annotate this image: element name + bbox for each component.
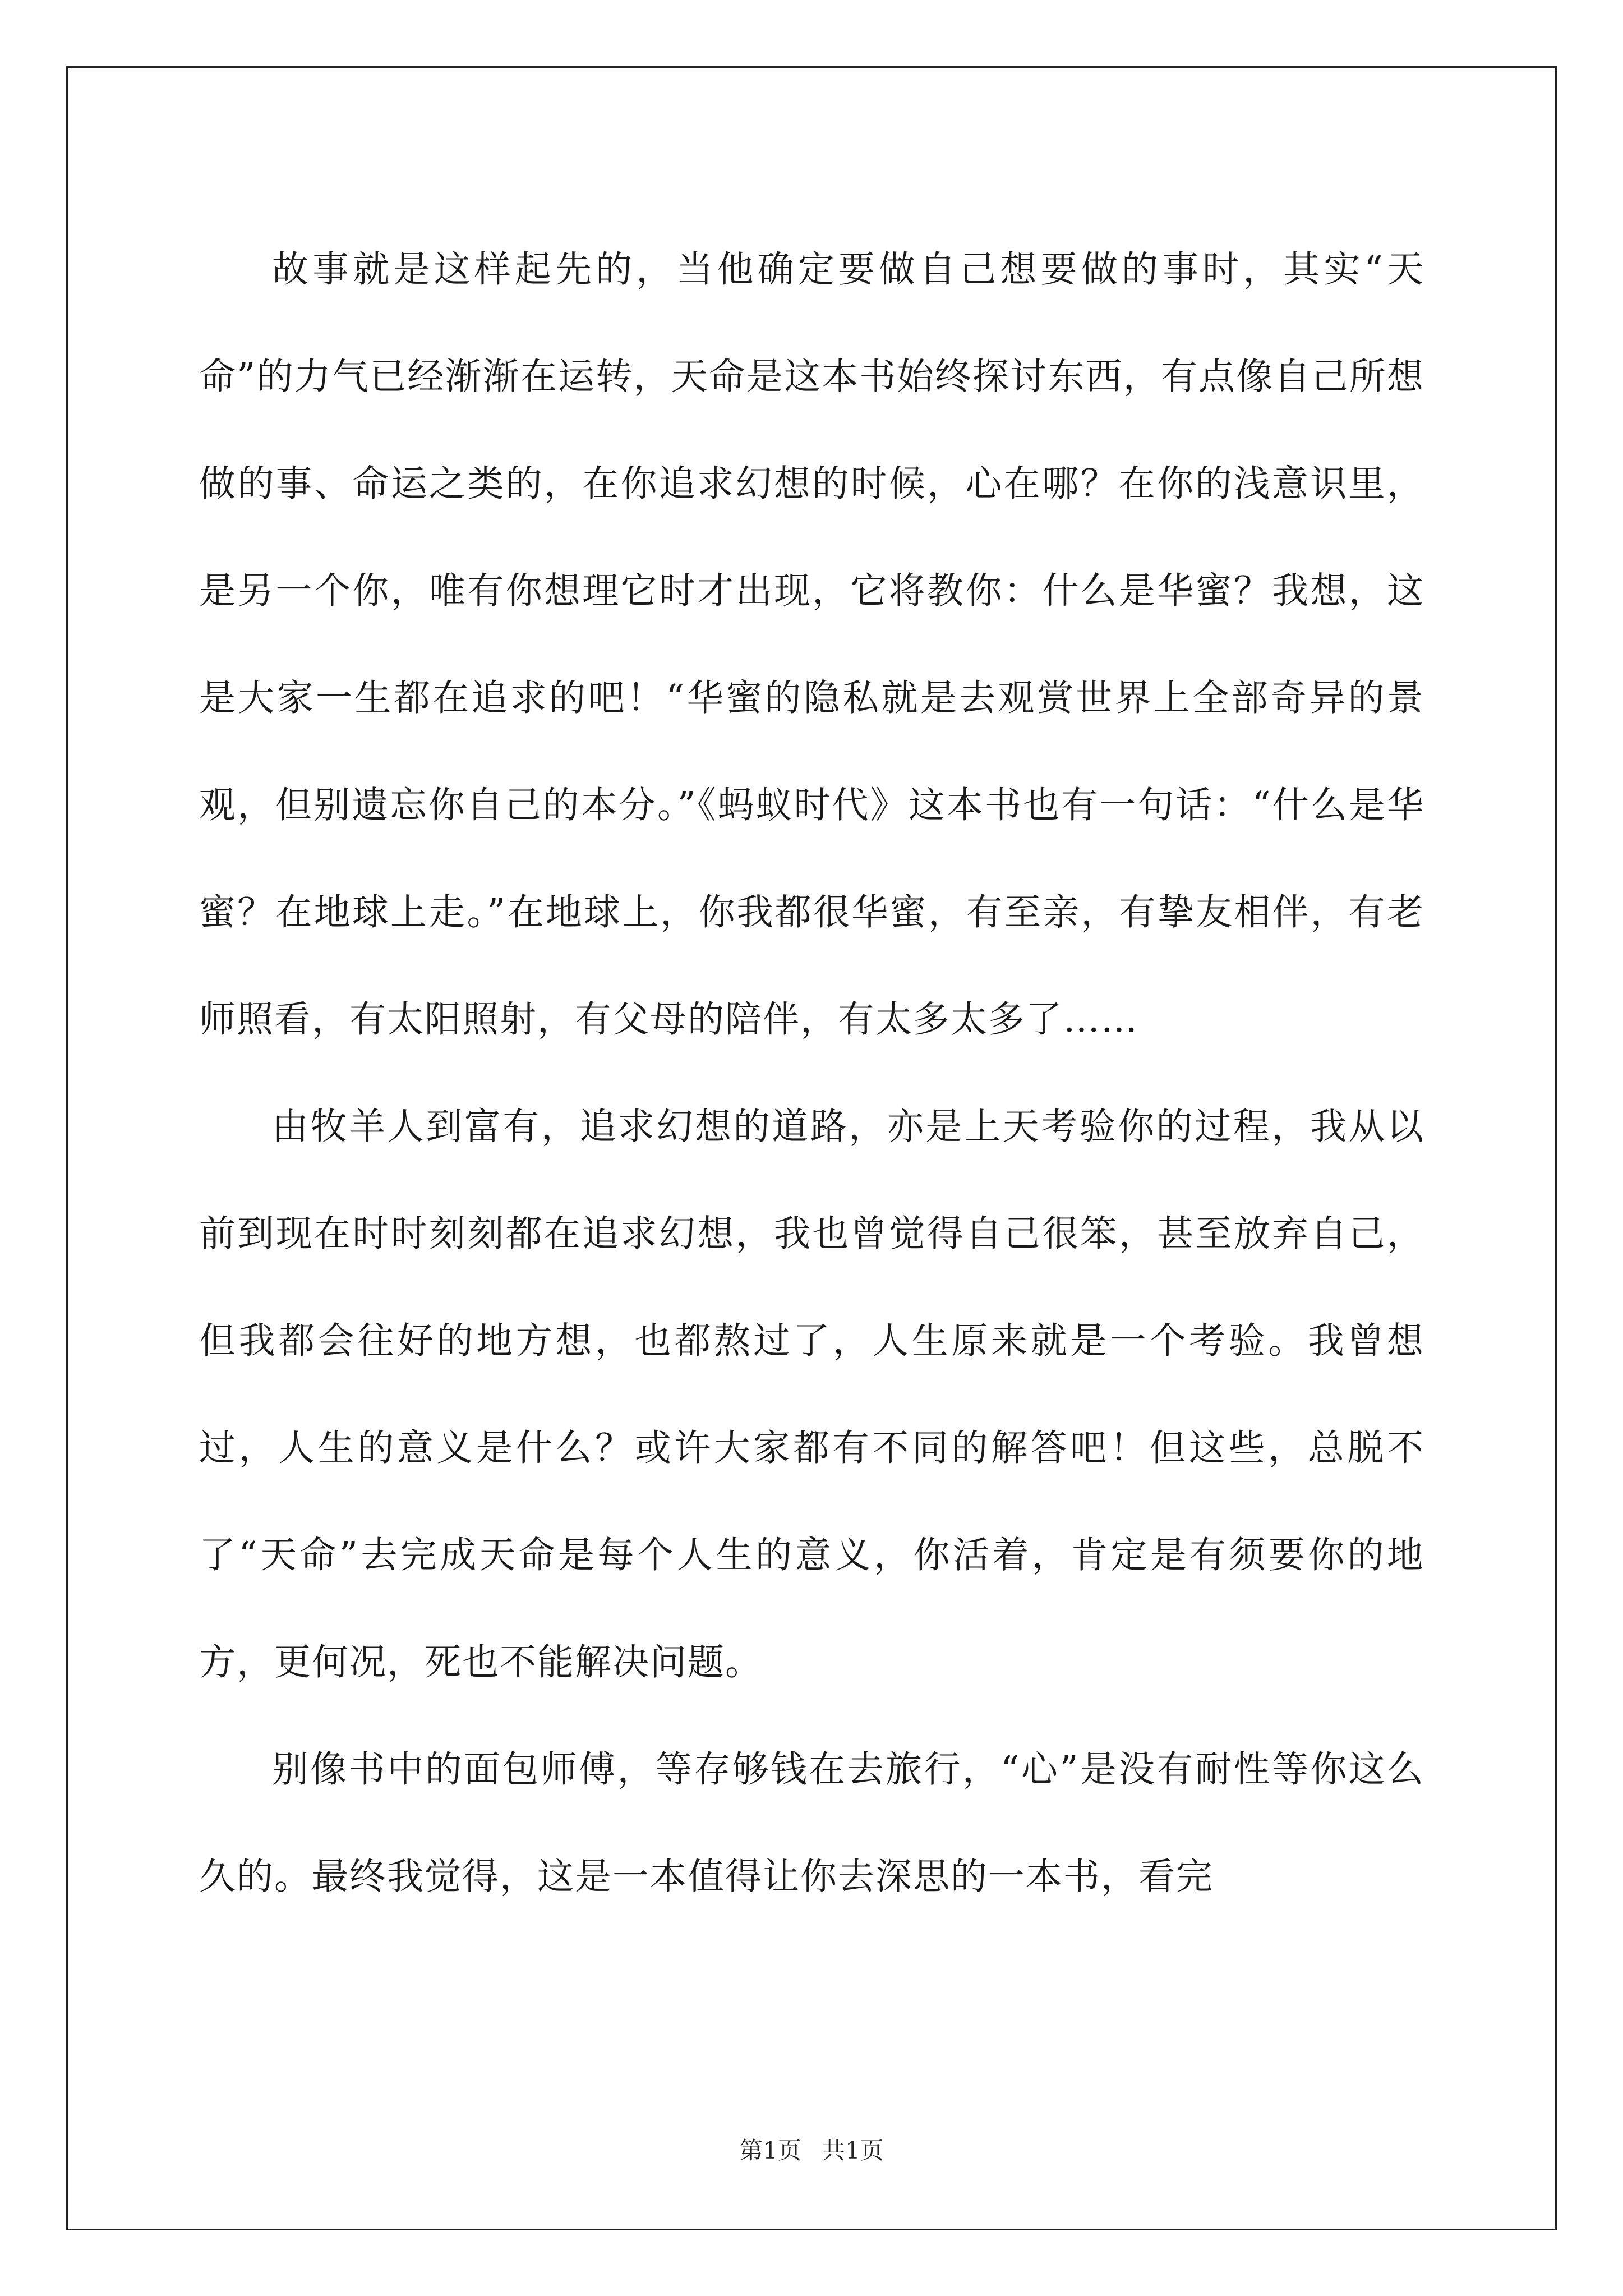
document-body <box>199 216 1424 1930</box>
page-footer <box>0 2134 1623 2168</box>
paragraph-2: 由牧羊人到富有，追求幻想的道路，亦是上天考验你的过程，我从以前到现在时时刻刻都在追求幻想，我也曾觉得自己很笨，甚至放弃自己，但我都会往好的地方想，也都熬过了，人生原来就是一个考验。我曾想过，人生的意义是什么？或许大家都有不同的解答吧！但这些，总脱不了“天命”去完成天命是每个人生的意义，你活着，肯定是有须要你的地方，更何况，死也不能解决问题。 <box>199 1106 1424 1683</box>
page-total: 共1页 <box>822 2137 884 2164</box>
page-number: 第1页 <box>739 2137 801 2164</box>
paragraph-1: 故事就是这样起先的，当他确定要做自己想要做的事时，其实“天命”的力气已经渐渐在运转，天命是这本书始终探讨东西，有点像自己所想做的事、命运之类的，在你追求幻想的时候，心在哪？在你的浅意识里，是另一个你，唯有你想理它时才出现，它将教你：什么是华蜜？我想，这是大家一生都在追求的吧！“华蜜的隐私就是去观赏世界上全部奇异的景观，但别遗忘你自己的本分。”《蚂蚁时代》这本书也有一句话：“什么是华蜜？在地球上走。”在地球上，你我都很华蜜，有至亲，有挚友相伴，有老师照看，有太阳照射，有父母的陪伴，有太多太多了…… <box>199 249 1424 1041</box>
paragraph-3: 别像书中的面包师傅，等存够钱在去旅行，“心”是没有耐性等你这么久的。最终我觉得，这是一本值得让你去深思的一本书，看完 <box>199 1749 1424 1898</box>
